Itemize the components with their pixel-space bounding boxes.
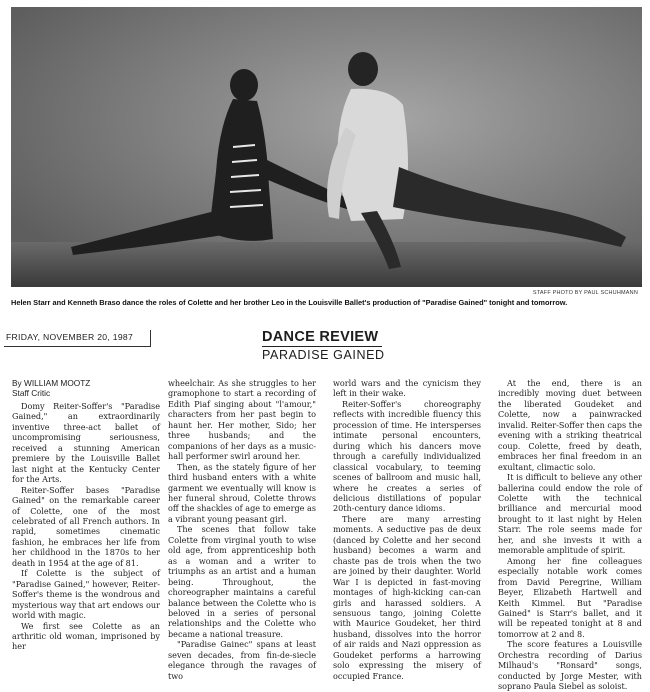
paragraph: We first see Colette as an arthritic old woman, imprisoned by her <box>12 620 160 652</box>
kicker-rule <box>262 346 382 347</box>
paragraph: The scenes that follow take Colette from virginal youth to wise old age, from apprenticeship both as a woman and a writer to triumphs as an artist and a human being. Throughout, the choreographer maintains a careful balance between the Colette who is beloved in a series of personal relationships and the Colette who became a national treasure. <box>168 524 316 639</box>
paragraph: It is difficult to believe any other ballerina could endow the role of Colette with the technical brilliance and mercurial mood brought to it last night by Helen Starr. The role seems made for her, and she invests it with a memorable amplitude of spirit. <box>498 472 642 556</box>
paragraph: Then, as the stately figure of her third husband enters with a white garment we eventually will know is her funeral shroud, Colette throws off the shackles of age to emerge as a vibrant young peasant girl. <box>168 461 316 524</box>
photo-credit: STAFF PHOTO BY PAUL SCHUHMANN <box>532 290 638 296</box>
article-headline: PARADISE GAINED <box>262 348 385 362</box>
byline-author: By WILLIAM MOOTZ <box>12 378 91 388</box>
paragraph: Reiter-Soffer bases "Paradise Gained" on the remarkable career of Colette, one of the most celebrated of all French authors. In rapid, sometimes cinematic fashion, he embraces her life from her childhood in the 1870s to her death in 1954 at the age of 81. <box>12 484 160 568</box>
byline <box>12 378 90 398</box>
paragraph: Domy Reiter-Soffer's "Paradise Gained," an extraordinarily inventive three-act ballet of uncompromising seriousness, received a stunning American premiere by the Louisville Ballet last night at the Kentucky Center for the Arts. <box>12 401 160 485</box>
paragraph: wheelchair. As she struggles to her gramophone to start a recording of Edith Piaf singing about "l'amour," characters from her past begin to haunt her. Her mother, Sido; her three husbands; and the companions of her days as a music-hall performer swirl around her. <box>168 378 316 462</box>
photo-caption: Helen Starr and Kenneth Braso dance the roles of Colette and her brother Leo in the Louisville Ballet's production of "Paradise Gained" tonight and tomorrow. <box>11 298 568 307</box>
section-kicker: DANCE REVIEW <box>262 329 379 345</box>
paragraph: At the end, there is an incredibly moving duet between the liberated Goudeket and Colette, now a painwracked invalid. Reiter-Soffer then caps the evening with a striking theatrical coup. Colette, freed by death, embraces her final freedom in an exultant, climactic solo. <box>498 378 642 472</box>
article-column-2 <box>168 378 316 681</box>
article-column-1 <box>12 401 160 652</box>
byline-role: Staff Critic <box>12 388 51 398</box>
dateline-divider <box>150 330 151 346</box>
paragraph: If Colette is the subject of "Paradise Gained," however, Reiter-Soffer's theme is the wondrous and mysterious way that art endows our world with magic. <box>12 568 160 621</box>
article-column-3 <box>333 378 481 681</box>
dateline-rule <box>4 346 151 347</box>
paragraph: The score features a Louisville Orchestra recording of Darius Milhaud's "Ronsard" songs, conducted by Jorge Mester, with soprano Paula Siebel as soloist. <box>498 639 642 692</box>
paragraph: world wars and the cynicism they left in their wake. <box>333 378 481 399</box>
paragraph: Reiter-Soffer's choreography reflects with incredible fluency this procession of time. He intersperses intimate personal encounters, during which his dancers move through a carefully individualized classical vocabulary, to teeming scenes of ballroom and music hall, where he creates a series of delicious distillations of popular 20th-century dance idioms. <box>333 398 481 514</box>
article-column-4 <box>498 378 642 692</box>
dance-photo <box>11 7 642 287</box>
paragraph: There are many arresting moments. A seductive pas de deux (danced by Colette and her second husband) becomes a warm and chaste pas de trois when the two are joined by their daughter. World War I is depicted in fast-moving montages of high-kicking can-can girls and harassed soldiers. A sensuous tango, joining Colette with Maurice Goudeket, her third husband, dissolves into the horror of air raids and Nazi oppression as Goudeket performs a harrowing solo expressing the misery of occupied France. <box>333 513 481 681</box>
dateline: FRIDAY, NOVEMBER 20, 1987 <box>6 332 134 342</box>
paragraph: Among her fine colleagues especially notable work comes from David Peregrine, William Beyer, Elizabeth Hartwell and Keith Kimmel. But "Paradise Gained" is Starr's ballet, and it will be repeated tonight at 8 and tomorrow at 2 and 8. <box>498 555 642 639</box>
paragraph: "Paradise Gainec" spans at least seven decades, from fin-de-siecle elegance through the ravages of two <box>168 639 316 681</box>
dance-photo-image <box>11 7 642 287</box>
